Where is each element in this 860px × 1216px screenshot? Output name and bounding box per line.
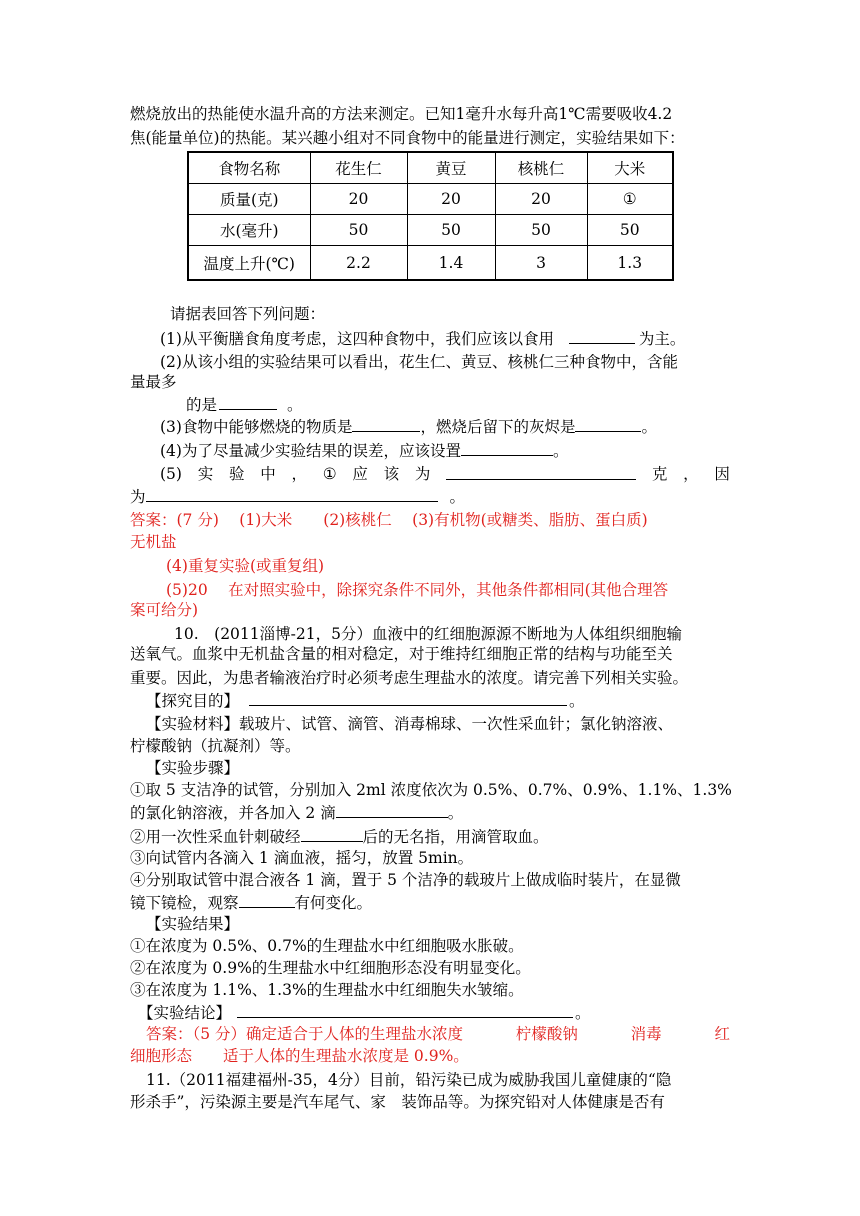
q9-5-word: 该 (383, 465, 400, 483)
q9-4-end: 。 (552, 442, 569, 460)
q9-5-because: 因 (714, 465, 730, 483)
table-header-cell: 核桃仁 (495, 152, 587, 184)
q9-2: (2)从该小组的实验结果可以看出，花生仁、黄豆、核桃仁三种食物中，含能 (160, 353, 678, 371)
q9-3-blank-a[interactable] (352, 414, 420, 432)
q9-5 (160, 462, 730, 486)
table-cell: 1.3 (587, 246, 673, 281)
q9-5-word: 应 (352, 465, 368, 483)
q9-5-word: 实 (197, 465, 214, 483)
q10-purpose-blank[interactable] (249, 688, 567, 706)
q10-materials-2: 柠檬酸钠（抗凝剂）等。 (130, 737, 301, 755)
q9-4-blank[interactable] (461, 438, 553, 456)
table-cell: ① (587, 184, 673, 215)
q10-step-1-blank[interactable] (336, 800, 448, 818)
q10-step-4b-text: 镜下镜检，观察 (130, 894, 239, 912)
q10-result-1: ①在浓度为 0.5%、0.7%的生理盐水中红细胞吸水胀破。 (130, 937, 524, 955)
table-cell: 50 (495, 215, 587, 246)
q9-answer-2: 无机盐 (130, 533, 177, 551)
q9-2-blank[interactable] (219, 392, 277, 410)
q10-step-3: ③向试管内各滴入 1 滴血液，摇匀，放置 5min。 (130, 849, 474, 867)
q9-answer-3: (4)重复实验(或重复组) (166, 557, 325, 575)
q10-step-2-blank[interactable] (301, 824, 363, 842)
table-cell: 50 (587, 215, 673, 246)
intro-line-1: 燃烧放出的热能使水温升高的方法来测定。已知1毫升水每升高1℃需要吸收4.2 (130, 105, 673, 123)
table-header-row (188, 152, 673, 184)
q10-materials-1: 【实验材料】载玻片、试管、滴管、消毒棉球、一次性采血针；氯化钠溶液、 (146, 715, 674, 733)
q9-5-cont-label: 为 (130, 488, 146, 506)
q10-steps-title: 【实验步骤】 (146, 759, 240, 777)
q9-5-blank-b[interactable] (146, 484, 438, 502)
q9-5-cont (130, 484, 730, 509)
q10-step-1b (130, 800, 730, 825)
q9-5-word: (5) (160, 465, 182, 483)
q10-step-1b-text: 的氯化钠溶液，并各加入 2 滴 (130, 804, 336, 822)
q11-line-1: 11.（2011福建福州-35，4分）目前，铅污染已成为威胁我国儿童健康的“隐 (146, 1071, 672, 1089)
q9-5-word: 中 (260, 465, 276, 483)
q10-answer-part: 消毒 (630, 1025, 662, 1043)
q9-answer-5: 案可给分) (130, 601, 199, 619)
q10-purpose-end: 。 (569, 692, 585, 710)
table-row (188, 215, 673, 246)
q10-answer-2: 细胞形态 适于人体的生理盐水浓度是 0.9%。 (130, 1047, 469, 1065)
q9-3 (160, 414, 730, 439)
table-cell: 水(毫升) (188, 215, 310, 246)
q9-prompt: 请据表回答下列问题： (170, 305, 326, 323)
table-row (188, 246, 673, 281)
q10-step-4b-end: 有何变化。 (294, 894, 373, 912)
q9-2-cont: 量最多 (130, 373, 177, 391)
q10-answer-1 (146, 1022, 730, 1046)
q9-5-blank-a[interactable] (446, 462, 636, 480)
q9-3-blank-b[interactable] (575, 414, 641, 432)
q9-1 (160, 326, 730, 351)
table-row (188, 184, 673, 215)
q10-line-1: 10. (2011淄博-21，5分）血液中的红细胞源源不断地为人体组织细胞输 (174, 625, 682, 643)
table-header-cell: 食物名称 (188, 152, 310, 184)
table-header-cell: 花生仁 (310, 152, 407, 184)
q10-step-2-end: 后的无名指，用滴管取血。 (362, 828, 549, 846)
q9-5-unit: 克 (651, 465, 668, 483)
q9-answer-4: (5)20 在对照实验中，除探究条件不同外，其他条件都相同(其他合理答 (166, 581, 669, 599)
table-header-cell: 黄豆 (407, 152, 495, 184)
q10-purpose-label: 【探究目的】 (146, 692, 240, 710)
table-cell: 温度上升(℃) (188, 246, 310, 281)
table-cell: 20 (495, 184, 587, 215)
table-cell: 3 (495, 246, 587, 281)
q9-1-end: 为主。 (638, 330, 686, 348)
q10-result-2: ②在浓度为 0.9%的生理盐水中红细胞形态没有明显变化。 (130, 959, 531, 977)
q9-5-word: 验 (228, 465, 245, 483)
q9-1-blank[interactable] (569, 326, 635, 344)
table-header-cell: 大米 (587, 152, 673, 184)
q10-conclusion-end: 。 (575, 1004, 591, 1022)
q9-3-end: 。 (641, 418, 657, 436)
q10-step-1a: ①取 5 支洁净的试管，分别加入 2ml 浓度依次为 0.5%、0.7%、0.9%、1.1%、1.3% (130, 781, 732, 799)
q9-5-word: ① (322, 465, 337, 483)
q10-results-title: 【实验结果】 (146, 915, 240, 933)
q9-4-text: (4)为了尽量减少实验结果的误差，应该设置 (160, 442, 461, 460)
table-cell: 1.4 (407, 246, 495, 281)
q9-2-label: 的是 (186, 396, 218, 414)
q9-answer-1: 答案：(7 分) (1)大米 (2)核桃仁 (3)有机物(或糖类、脂肪、蛋白质) (130, 511, 648, 529)
q10-step-4-blank[interactable] (239, 890, 295, 908)
table-cell: 20 (407, 184, 495, 215)
q10-answer-part: 红 (714, 1025, 730, 1043)
q9-3-mid: ，燃烧后留下的灰烬是 (420, 418, 576, 436)
table-cell: 质量(克) (188, 184, 310, 215)
table-cell: 50 (407, 215, 495, 246)
q10-conclusion-label: 【实验结论】 (138, 1004, 232, 1022)
q10-answer-part: 柠檬酸钠 (515, 1025, 578, 1043)
q10-line-2: 送氧气。血浆中无机盐含量的相对稳定，对于维持红细胞正常的结构与功能至关 (130, 645, 673, 663)
q10-answer-part: 答案：（5 分）确定适合于人体的生理盐水浓度 (146, 1025, 464, 1043)
q9-5-comma: ， (683, 465, 699, 483)
q9-3-text: (3)食物中能够燃烧的物质是 (160, 418, 353, 436)
q10-step-1b-end: 。 (447, 804, 464, 822)
intro-line-2: 焦(能量单位)的热能。某兴趣小组对不同食物中的能量进行测定，实验结果如下： (130, 129, 685, 147)
q9-5-word: ， (291, 465, 307, 483)
q9-2-end: 。 (287, 396, 303, 414)
table-cell: 2.2 (310, 246, 407, 281)
q9-4 (160, 438, 730, 463)
q9-5-end: 。 (449, 488, 466, 506)
q10-purpose (146, 688, 730, 713)
food-energy-table (187, 151, 674, 281)
q10-step-4a: ④分别取试管中混合液各 1 滴，置于 5 个洁净的载玻片上做成临时装片，在显微 (130, 871, 681, 889)
q11-line-2: 形杀手”，污染源主要是汽车尾气、家 装饰品等。为探究铅对人体健康是否有 (130, 1093, 665, 1111)
table-cell: 50 (310, 215, 407, 246)
q9-5-word: 为 (414, 465, 431, 483)
q10-line-3: 重要。因此，为患者输液治疗时必须考虑生理盐水的浓度。请完善下列相关实验。 (130, 669, 689, 687)
q10-step-2-text: ②用一次性采血针刺破经 (130, 828, 301, 846)
q10-result-3: ③在浓度为 1.1%、1.3%的生理盐水中红细胞失水皱缩。 (130, 981, 524, 999)
q10-conclusion-blank[interactable] (237, 1000, 573, 1018)
q9-1-text: (1)从平衡膳食角度考虑，这四种食物中，我们应该以食用 (160, 330, 554, 348)
table-cell: 20 (310, 184, 407, 215)
